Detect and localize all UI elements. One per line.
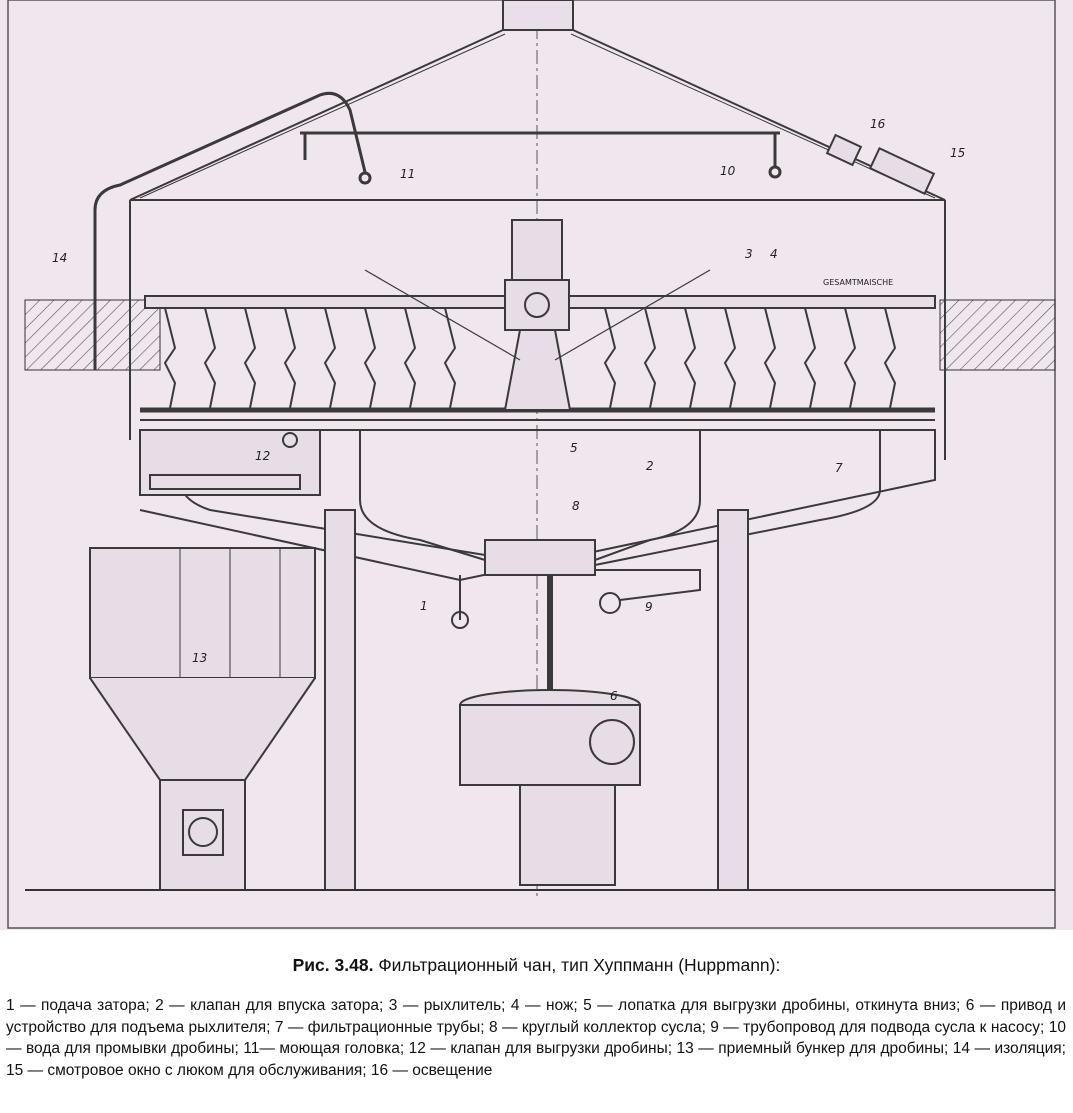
label-14: 14 [52, 251, 68, 265]
label-1: 1 [420, 599, 428, 613]
label-16: 16 [870, 117, 886, 131]
label-15: 15 [950, 146, 966, 160]
label-12: 12 [255, 449, 271, 463]
label-2: 2 [646, 459, 654, 473]
label-8: 8 [572, 499, 580, 513]
label-6: 6 [610, 689, 618, 703]
label-5: 5 [570, 441, 578, 455]
grain-valve-box [140, 430, 320, 495]
label-4: 4 [770, 247, 778, 261]
label-gesamtmaische: GESAMTMAISCHE [823, 278, 894, 287]
label-13: 13 [192, 651, 208, 665]
label-10: 10 [720, 164, 736, 178]
figure-legend: 1 — подача затора; 2 — клапан для впуска затора; 3 — рыхлитель; 4 — нож; 5 — лопатка для выгрузки дробины, откинута вниз; 6 — привод и устройство для подъема рыхлителя; 7 — фильтрационные трубы; 8 — круглый коллектор сусла; 9 — трубопровод для подвода сусла к насосу; 10 — вода для промывки дробины; 11— моющая головка; 12 — клапан для выгрузки дробины; 13 — приемный бункер для дробины; 14 — изоляция; 15 — смотровое окно с люком для обслуживания; 16 — освещение [6, 997, 1066, 1079]
figure-number: Рис. 3.48. [292, 955, 374, 975]
label-11: 11 [400, 167, 416, 181]
figure-title: Фильтрационный чан, тип Хуппманн (Huppmann): [378, 955, 781, 975]
label-3: 3 [745, 247, 753, 261]
label-7: 7 [835, 461, 843, 475]
figure-caption [0, 955, 1073, 976]
label-9: 9 [645, 600, 653, 614]
